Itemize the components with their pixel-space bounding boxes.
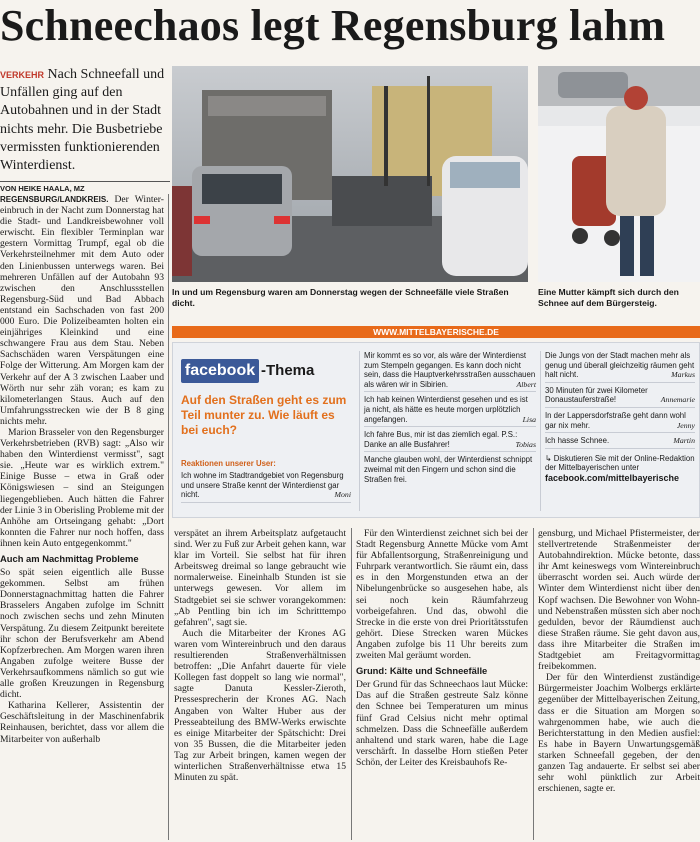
paragraph: gensburg, und Michael Pfistermeister, der stellvertretende Straßenmeister der Autobahndirektion. Mücke betonte, dass ihr Amt keineswegs vom Wintereinbruch überrascht worden sei. Auch würde der Winter dem Winterdienst nicht über den Kopf wachsen. Die Bewohner von Wohn- und Nebenstraßen müssten sich aber noch gedulden, bevor der Räumdienst auch diese Straßen räume. Sie geht davon aus, dass ihre Mitarbeiter die Straßen im Stadtgebiet am Freitagvormittag freibekommen. [538, 528, 700, 673]
user-comment [364, 351, 536, 392]
user-comment [364, 455, 536, 486]
paragraph [0, 194, 164, 427]
facebook-thema-box [172, 342, 700, 518]
comment-author: Tobias [515, 439, 536, 449]
paragraph: Auch die Mitarbeiter der Krones AG waren vom Wintereinbruch und den daraus resultierenden Straßenverhältnissen betroffen: „Die Anfahrt dauerte für viele Kollegen fast doppelt so lang wie normal", sagte Danuta Kessler-Zieroth, Pressesprecherin der Krones AG. Nach Angaben von Walter Huber aus der Presseabteilung des BMW-Werks erwischte es einige Mitarbeiter der Spätschicht: Drei von 35 Bussen, die die Mitarbeiter jeden Tag zur Arbeit bringen, kamen wegen der winterlichen Straßenverhältnisse etwa 15 Minuten zu spät. [174, 627, 346, 784]
comment-author: Jenny [676, 420, 695, 430]
photo-caption-right: Eine Mutter kämpft sich durch den Schnee auf dem Bürgersteig. [538, 287, 679, 308]
paragraph: verspätet an ihrem Arbeitsplatz aufgetaucht sind. Wer zu Fuß zur Arbeit gehen kann, war klar im Vorteil. Sie selbst hat für ihren Arbeitsweg dreimal so lange gebraucht wie normalerweise. Eineinhalb Stunden ist sie unterwegs gewesen. Vor allem im Stadtgebiet sei sie schwer vorangekommen: „Ab Pentling bin ich im Schritttempo gefahren", sagt sie. [174, 528, 346, 628]
user-comment [545, 436, 695, 449]
comment-list-left [181, 471, 351, 503]
comment-text: In der Lappersdorfstraße geht dann wohl gar nix mehr. [545, 410, 686, 430]
photo-caption-left: In und um Regensburg waren am Donnerstag wegen der Schneefälle viele Straßen dicht. [172, 287, 509, 308]
lede-text: Nach Schneefall und Unfällen ging auf den Autobahnen und in der Stadt nichts mehr. Die Busbetriebe vermissten funktionierenden Winterdienst. [0, 67, 165, 174]
article-column-2 [174, 528, 346, 840]
comment-text: Mir kommt es so vor, als wäre der Winterdienst zum Stempeln gegangen. Es kann doch nicht sein, dass die Hauptverkehrsstraßen ausschauen als wären wir in Sibirien. [364, 351, 536, 389]
comment-text: Ich hasse Schnee. [545, 436, 610, 446]
comment-author: Albert [516, 379, 536, 389]
comment-list-right [545, 351, 695, 483]
paragraph: Der für den Winterdienst zuständige Bürgermeister Joachim Wolbergs erklärte gegenüber der Mittelbayerischen Zeitung, dass er die Situation am Morgen so wahrgenommen habe, wie auch die Berichterstattung in den Medien ausfiel: Es habe in Bayern Unwartungsgemäß starken Schneefall gegeben, der den ganzen Tag andauerte. Er selbst sei aber sehr wohl pünktlich zur Arbeit erschienen, sagte er. [538, 672, 700, 795]
article-column-3 [356, 528, 528, 840]
lede-kicker: VERKEHR [0, 70, 45, 80]
comment-text: Ich fahre Bus, mir ist das ziemlich egal. P.S.: Danke an alle Busfahrer! [364, 430, 518, 449]
comment-author: Moni [334, 490, 351, 500]
comment-author: Lisa [522, 414, 536, 424]
photo-mother-stroller [538, 66, 700, 282]
lede [0, 66, 170, 175]
box-divider [359, 351, 360, 511]
facebook-question: Auf den Straßen geht es zum Teil munter zu. Wie läuft es bei euch? [181, 393, 347, 437]
discuss-text: ↳ Diskutieren Sie mit der Online-Redaktion der Mittelbayerischen unter [545, 453, 695, 473]
byline: VON HEIKE HAALA, MZ [0, 181, 170, 193]
paragraph: Marion Brasseler von den Regensburger Verkehrsbetrieben (RVB) sagt: „Also wir haben den Winterdienst vermisst", sagt sie. „Heute war es wirklich extrem." Einige Busse – etwa in Graß oder Königswiesen – sind an Steigungen liegengeblieben. Auch hätten die Fahrer der Linie 3 in Oberisling Probleme mit der Anhöhe am Ortseingang gehabt: „Dort konnten die Fahrer nur noch hoffen, dass ihnen kein Auto entgegenkommt." [0, 426, 164, 549]
paragraph: Katharina Kellerer, Assistentin der Geschäftsleitung in der Maschinenfabrik Reinhausen, berichtet, dass vor allem die Mitarbeiter von außerhalb [0, 700, 164, 745]
comment-text: 30 Minuten für zwei Kilometer Donaustauferstraße! [545, 385, 648, 405]
photo-traffic-jam [172, 66, 528, 282]
website-banner[interactable]: WWW.MITTELBAYERISCHE.DE [172, 326, 700, 338]
dateline: REGENSBURG/LANDKREIS. [0, 195, 109, 204]
comment-text: Ich wohne im Stadtrandgebiet von Regensburg und unsere Straße kennt der Winterdienst gar nicht. [181, 471, 344, 500]
comment-text: Die Jungs von der Stadt machen mehr als genug und überall gleichzeitig räumen geht halt nicht. [545, 351, 695, 380]
subheading: Grund: Kälte und Schneefälle [356, 665, 488, 677]
subheading: Auch am Nachmittag Probleme [0, 553, 139, 564]
column-divider [351, 528, 352, 840]
box-divider [540, 351, 541, 511]
paragraph: Der Grund für das Schneechaos laut Mücke: Das auf die Straßen gestreute Salz könne den Schnee bei Temperaturen um minus fünf Grad Celsius nicht mehr optimal schmelzen. Dass die Schneefälle außerdem anhaltend und stark waren, habe die Lage verschärft. In dasselbe Horn stießen Peter Schön, der Leiter des Kreisbauhofs Re- [356, 679, 528, 768]
facebook-logo: facebook [181, 359, 259, 383]
user-comment [364, 395, 536, 427]
comment-author: Annemarie [660, 395, 695, 405]
user-comment [364, 430, 536, 452]
thema-label: -Thema [261, 362, 315, 379]
article-column-4 [538, 528, 700, 840]
user-comment [181, 471, 351, 503]
column-divider [533, 528, 534, 840]
comment-list-middle [364, 351, 536, 486]
user-comment [545, 386, 695, 408]
column-divider [168, 194, 169, 840]
paragraph-text: Der Winter-einbruch in der Nacht zum Donnerstag hat die Stadt- und Landkreisbewohner voll erwischt. Ein flexibler Terminplan war gestern Vormittag Trumpf, egal ob die Verkehrsteilnehmer mit dem Auto oder den Linienbussen unterwegs waren. Bei mehreren Unfällen auf der Autobahn 93 zwischen den Anschlussstellen Regensburg-Süd und Bad Abbach entstand ein Sachschaden von fast 200 000 Euro. Die Polizeibeamten holten ein einjähriges Kleinkind und eine schwangere Frau aus dem Stau. Neben Sachschäden waren Verspätungen eine Folge der Witterung. Am Morgen kam der Verkehr auf der A 3 zwischen Laaber und Wörth nur sehr zäh voran; es kam zu kilometerlangen Staus. Auch auf den Umfahrungsstrecken wie der B 8 ging nichts mehr. [0, 194, 164, 427]
user-comment [545, 351, 695, 383]
user-comment [545, 411, 695, 433]
traffic-jam-image [172, 66, 528, 282]
mother-stroller-image [538, 66, 700, 282]
article-column-1 [0, 194, 164, 840]
paragraph: So spät seien eigentlich alle Busse gekommen. Selbst am frühen Donnerstagnachmittag hatten die Fahrer Brasselers Angaben zufolge im Schnitt noch zwischen sechs und zehn Minuten Verspätung. Zu diesem Zeitpunkt bereitete ihr schon der Berufsverkehr am Abend Kopfzerbrechen. Am Morgen waren ihren Angaben zufolge weitere Busse der Verkehrsaufkommens nämlich so gut wie alle großen Kreuzungen in Regensburg dicht. [0, 567, 164, 701]
facebook-link[interactable]: facebook.com/mittelbayerische [545, 472, 680, 483]
comment-text: Manche glauben wohl, der Winterdienst schnippt zweimal mit den Fingern und schon sind die Straßen frei. [364, 455, 533, 484]
comment-author: Martin [673, 436, 695, 446]
comment-text: Ich hab keinen Winterdienst gesehen und es ist ja nicht, als hätte es heute morgen urplötzlich angefangen. [364, 395, 528, 424]
headline: Schneechaos legt Regensburg lahm [0, 1, 666, 50]
reactions-label: Reaktionen unserer User: [181, 459, 276, 468]
comment-author: Markus [671, 370, 695, 380]
paragraph: Für den Winterdienst zeichnet sich bei der Stadt Regensburg Annette Mücke vom Amt für Abfallentsorgung, Straßenreinigung und Fuhrpark verantwortlich. Sie räumt ein, dass es in den Morgenstunden etwa an der Nibelungenbrücke so ausgesehen habe, als sei noch kein Räumfahrzeug vorbeigefahren. Und das, obwohl die Strecke in die erste von drei Prioritätsstufen gehört. Diese Strecken waren Mückes Angaben zufolge bis 11 Uhr bereits zum zweiten Mal geräumt worden. [356, 528, 528, 662]
